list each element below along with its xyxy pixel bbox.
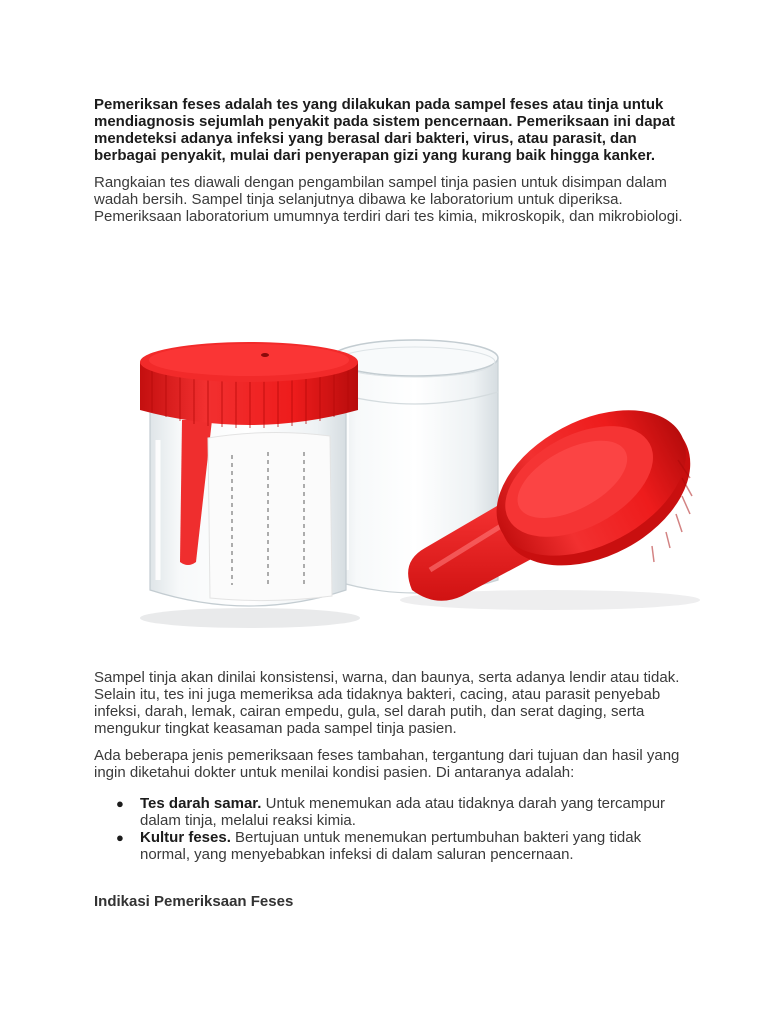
cap-hole-shape [261, 353, 269, 357]
stool-container-photo [100, 300, 720, 650]
list-item [116, 829, 684, 863]
lead-paragraph: Pemeriksan feses adalah tes yang dilakukan pada sampel feses atau tinja untuk mendiagnosis sejumlah penyakit pada sistem pencernaan. Pemeriksaan ini dapat mendeteksi adanya infeksi yang berasal dari bakteri, virus, atau parasit, dan berbagai penyakit, mulai dari penyerapan gizi yang kurang baik hingga kanker. [94, 96, 676, 164]
shadow-shape [140, 608, 360, 628]
list-item [116, 795, 684, 829]
list-item-text: Untuk menemukan ada atau tidaknya darah yang tercampur dalam tinja, melalui reaksi kimia. [140, 795, 666, 829]
body-paragraph-1: Sampel tinja akan dinilai konsistensi, warna, dan baunya, serta adanya lendir atau tidak. Selain itu, tes ini juga memeriksa ada tidaknya bakteri, cacing, atau parasit penyebab infeksi, darah, lemak, cairan empedu, gula, sel darah putih, dan serat daging, serta mengukur tingkat keasaman pada sampel tinja pasien. [94, 669, 680, 737]
list-item-term: Kultur feses. [140, 829, 231, 846]
closed-jar [140, 342, 358, 606]
body-paragraph-2: Ada beberapa jenis pemeriksaan feses tambahan, tergantung dari tujuan dan hasil yang ingin diketahui dokter untuk menilai kondisi pasien. Di antaranya adalah: [94, 747, 680, 781]
intro-section [94, 96, 684, 235]
list-item-term: Tes darah samar. [140, 795, 262, 812]
bullet-icon: ● [116, 796, 124, 811]
stool-container-illustration [100, 300, 720, 650]
details-section [94, 669, 684, 910]
bullet-list [94, 795, 684, 863]
paper-label-shape [208, 432, 332, 600]
list-item-text: Bertujuan untuk menemukan pertumbuhan bakteri yang tidak normal, yang menyebabkan infeksi di dalam saluran pencernaan. [140, 829, 642, 863]
intro-paragraph: Rangkaian tes diawali dengan pengambilan sampel tinja pasien untuk disimpan dalam wadah bersih. Sampel tinja selanjutnya dibawa ke laboratorium untuk diperiksa. Pemeriksaan laboratorium umumnya terdiri dari tes kimia, mikroskopik, dan mikrobiologi. [94, 174, 683, 225]
section-heading: Indikasi Pemeriksaan Feses [94, 893, 294, 910]
bullet-icon: ● [116, 830, 124, 845]
